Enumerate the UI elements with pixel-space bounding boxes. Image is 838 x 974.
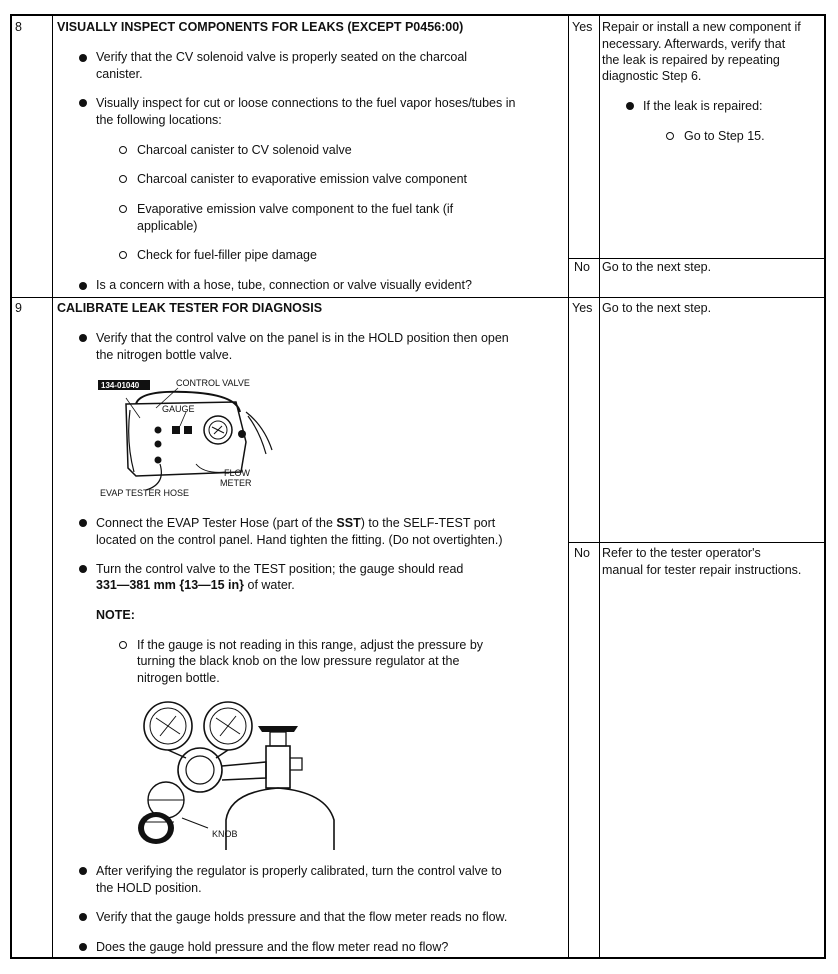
hose-label: EVAP TESTER HOSE	[100, 488, 190, 498]
bullet-icon	[79, 943, 87, 951]
no-action: Refer to the tester operator's	[602, 546, 761, 560]
no-action: Go to the next step.	[602, 260, 712, 274]
step-number: 9	[15, 301, 22, 315]
yes-action: necessary. Afterwards, verify that	[602, 37, 786, 51]
location-item: applicable)	[137, 219, 198, 233]
sub-bullet-icon	[119, 146, 127, 154]
instruction-text: Verify that the CV solenoid valve is properly seated on the charcoal	[96, 50, 468, 64]
instruction-text: located on the control panel. Hand tighten the fitting. (Do not overtighten.)	[96, 533, 503, 547]
yes-action: Go to the next step.	[602, 301, 712, 315]
bullet-icon	[626, 102, 634, 110]
column-divider-result	[599, 16, 600, 957]
yes-action: the leak is repaired by repeating	[602, 53, 780, 67]
instruction-text: Connect the EVAP Tester Hose (part of the SST) to the SELF-TEST port	[96, 516, 496, 530]
step-title: CALIBRATE LEAK TESTER FOR DIAGNOSIS	[57, 301, 323, 315]
question-text: Is a concern with a hose, tube, connection or valve visually evident?	[96, 278, 472, 292]
instruction-text: Verify that the control valve on the panel is in the HOLD position then open	[96, 331, 509, 345]
note-text: turning the black knob on the low pressure regulator at the	[137, 654, 460, 668]
bullet-icon	[79, 519, 87, 527]
yes-label: Yes	[572, 301, 593, 315]
sub-bullet-icon	[119, 205, 127, 213]
sub-bullet-icon	[119, 251, 127, 259]
instruction-text: After verifying the regulator is properly calibrated, turn the control valve to	[96, 864, 502, 878]
column-divider-action	[568, 16, 569, 957]
step-number: 8	[15, 20, 22, 34]
yes-label: Yes	[572, 20, 593, 34]
yes-sub-action: If the leak is repaired:	[643, 99, 763, 113]
bullet-icon	[79, 867, 87, 875]
figure-code: 134-01040	[101, 381, 140, 390]
sst-text: SST	[336, 516, 361, 530]
question-text: Does the gauge hold pressure and the flow meter read no flow?	[96, 940, 449, 954]
sub-bullet-icon	[119, 641, 127, 649]
knob-label: KNOB	[212, 829, 238, 839]
pressure-spec: 331—381 mm {13—15 in}	[96, 578, 245, 592]
bullet-icon	[79, 99, 87, 107]
sub-bullet-icon	[119, 175, 127, 183]
location-item: Charcoal canister to evaporative emission valve component	[137, 172, 468, 186]
leak-tester-illustration	[96, 372, 276, 500]
location-item: Check for fuel-filler pipe damage	[137, 248, 317, 262]
no-action: manual for tester repair instructions.	[602, 563, 802, 577]
bullet-icon	[79, 282, 87, 290]
note-text: nitrogen bottle.	[137, 671, 220, 685]
column-divider-step	[52, 16, 53, 957]
instruction-text: Verify that the gauge holds pressure and that the flow meter reads no flow.	[96, 910, 508, 924]
bullet-icon	[79, 913, 87, 921]
instruction-text: Turn the control valve to the TEST position; the gauge should read	[96, 562, 464, 576]
result-divider-step9	[568, 542, 824, 543]
bullet-icon	[79, 334, 87, 342]
yes-action: Repair or install a new component if	[602, 20, 801, 34]
instruction-text: the HOLD position.	[96, 881, 202, 895]
yes-action: diagnostic Step 6.	[602, 69, 702, 83]
instruction-text: the nitrogen bottle valve.	[96, 348, 233, 362]
step-title: VISUALLY INSPECT COMPONENTS FOR LEAKS (EXCEPT P0456:00)	[57, 20, 464, 34]
bullet-icon	[79, 565, 87, 573]
yes-goto: Go to Step 15.	[684, 129, 765, 143]
instruction-text: the following locations:	[96, 113, 222, 127]
instruction-text: Visually inspect for cut or loose connections to the fuel vapor hoses/tubes in	[96, 96, 516, 110]
gauge-label: GAUGE	[162, 404, 195, 414]
no-label: No	[574, 260, 590, 274]
meter-label: METER	[220, 478, 252, 488]
instruction-text: canister.	[96, 67, 143, 81]
sub-bullet-icon	[666, 132, 674, 140]
no-label: No	[574, 546, 590, 560]
note-text: If the gauge is not reading in this range, adjust the pressure by	[137, 638, 484, 652]
regulator-illustration	[126, 696, 344, 850]
bullet-icon	[79, 54, 87, 62]
note-label: NOTE:	[96, 608, 135, 622]
row-divider	[12, 297, 824, 298]
control-valve-label: CONTROL VALVE	[176, 378, 250, 388]
instruction-text: 331—381 mm {13—15 in} of water.	[96, 578, 295, 592]
location-item: Charcoal canister to CV solenoid valve	[137, 143, 352, 157]
flow-label: FLOW	[224, 468, 250, 478]
location-item: Evaporative emission valve component to the fuel tank (if	[137, 202, 454, 216]
